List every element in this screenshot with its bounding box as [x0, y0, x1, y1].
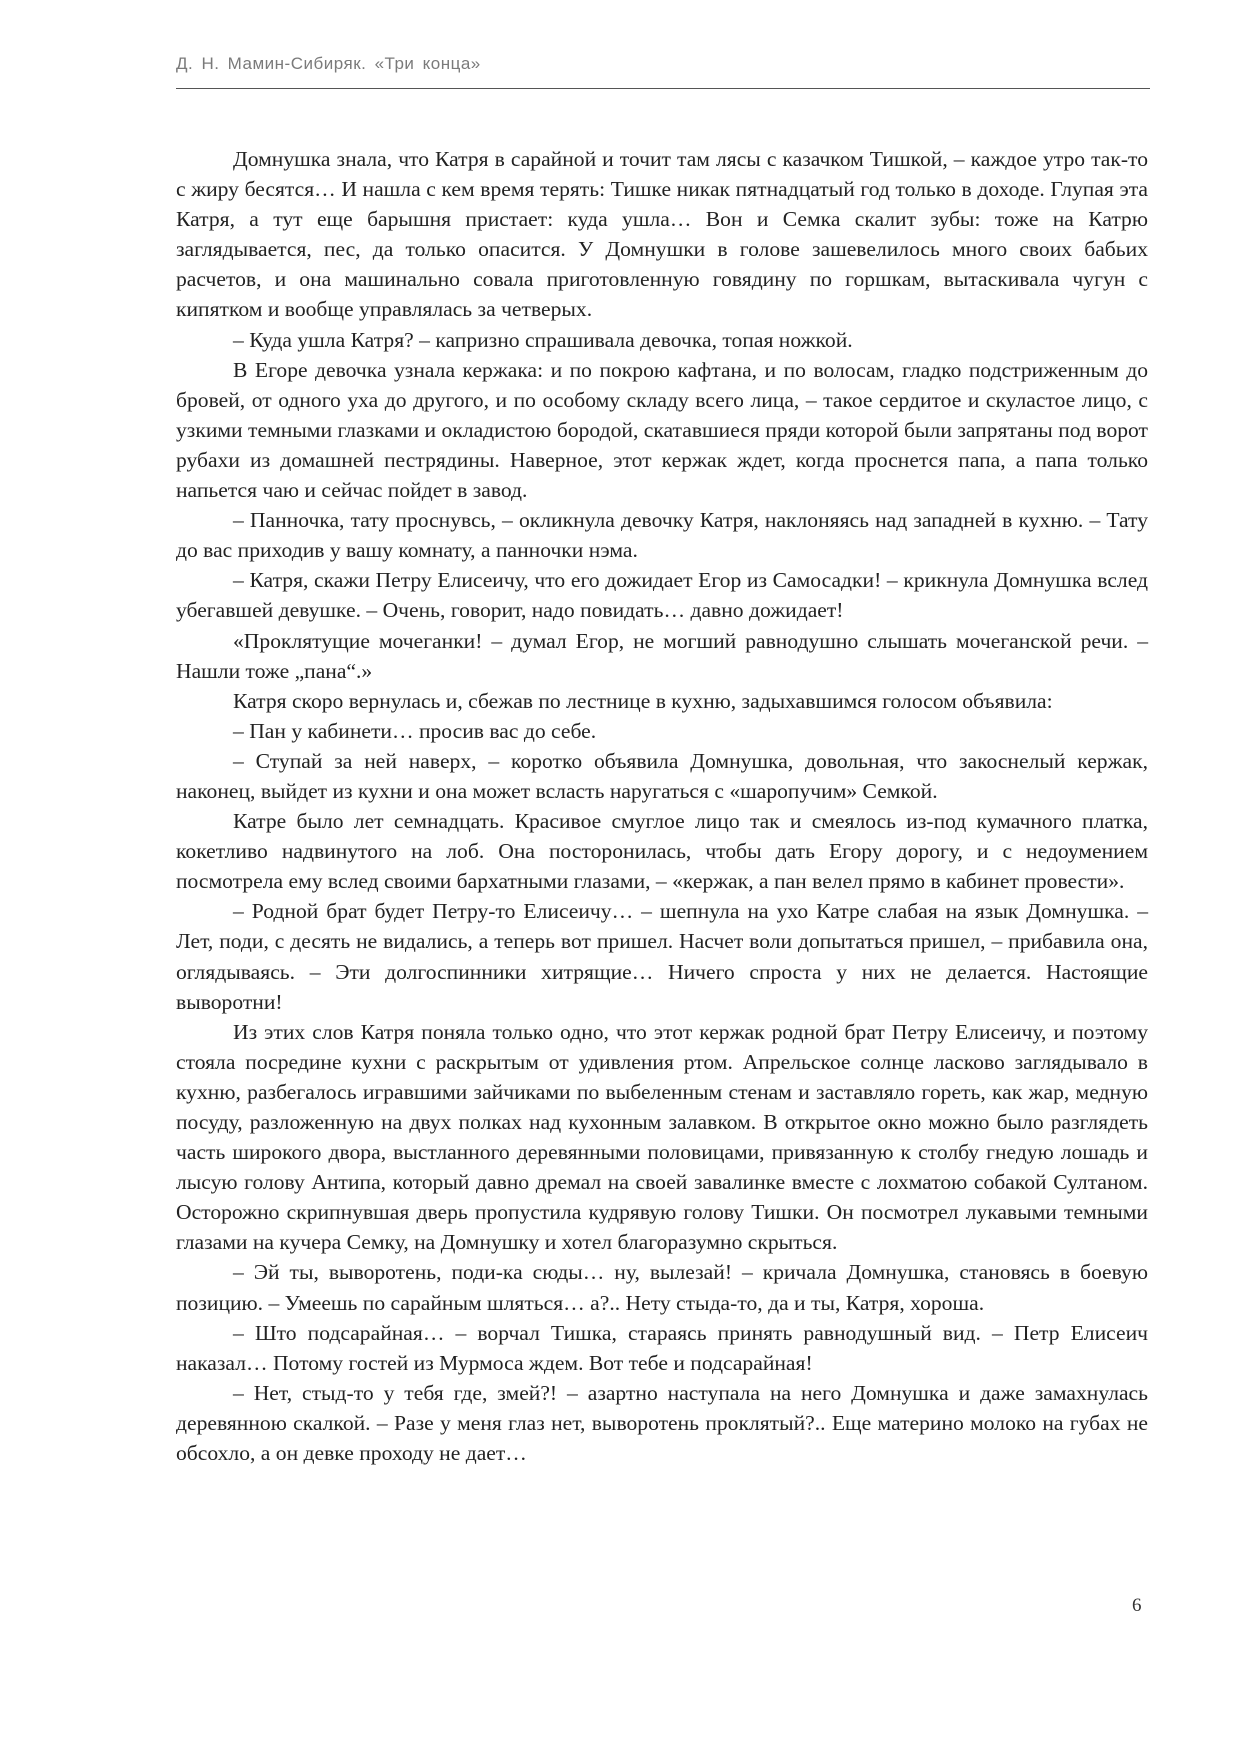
paragraph: – Катря, скажи Петру Елисеичу, что его дожидает Егор из Самосадки! – крикнула Домнушка вслед убегавшей девушке. – Очень, говорит, надо повидать… давно дожидает! [176, 568, 1148, 623]
paragraph: – Эй ты, выворотень, поди-ка сюды… ну, вылезай! – кричала Домнушка, становясь в боевую позицию. – Умеешь по сарайным шляться… а?.. Нету стыда-то, да и ты, Катря, хороша. [176, 1260, 1148, 1315]
page-number: 6 [1132, 1595, 1142, 1616]
paragraph: – Пан у кабинети… просив вас до себе. [233, 718, 597, 743]
paragraph: Катря скоро вернулась и, сбежав по лестнице в кухню, задыхавшимся голосом объявила: [233, 688, 1053, 713]
paragraph: – Нет, стыд-то у тебя где, змей?! – азартно наступала на него Домнушка и даже замахнулась деревянною скалкой. – Разе у меня глаз нет, выворотень проклятый?.. Еще материно молоко на губах не обсохло, а он девке проходу не дает… [176, 1380, 1148, 1466]
paragraph: Катре было лет семнадцать. Красивое смуглое лицо так и смеялось из-под кумачного платка, кокетливо надвинутого на лоб. Она посторонилась, чтобы дать Егору дорогу, и с недоумением посмотрела ему вслед своими бархатными глазами, – «кержак, а пан велел прямо в кабинет провести». [176, 809, 1148, 894]
paragraph: – Што подсарайная… – ворчал Тишка, стараясь принять равнодушный вид. – Петр Елисеич наказал… Потому гостей из Мурмоса ждем. Вот тебе и подсарайная! [176, 1320, 1148, 1375]
body-text [176, 144, 1148, 1468]
paragraph: «Проклятущие мочеганки! – думал Егор, не могший равнодушно слышать мочеганской речи. – Нашли тоже „пана“.» [176, 628, 1148, 683]
paragraph: – Куда ушла Катря? – капризно спрашивала девочка, топая ножкой. [233, 327, 853, 352]
header-divider [176, 88, 1150, 89]
paragraph: Из этих слов Катря поняла только одно, что этот кержак родной брат Петру Елисеичу, и поэтому стояла посредине кухни с раскрытым от удивления ртом. Апрельское солнце ласково заглядывало в кухню, разбегалось игравшими зайчиками по выбеленным стенам и заставляло гореть, как жар, медную посуду, разложенную на двух полках над кухонным залавком. В открытое окно можно было разглядеть часть широкого двора, выстланного деревянными половицами, привязанную к столбу гнедую лошадь и лысую голову Антипа, который давно дремал на своей завалинке вместе с лохматою собакой Султаном. Осторожно скрипнувшая дверь пропустила кудрявую голову Тишки. Он посмотрел лукавыми темными глазами на кучера Семку, на Домнушку и хотел благоразумно скрыться. [176, 1019, 1148, 1255]
paragraph: В Егоре девочка узнала кержака: и по покрою кафтана, и по волосам, гладко подстриженным до бровей, от одного уха до другого, и по особому складу всего лица, – такое сердитое и скуластое лицо, с узкими темными глазками и окладистою бородой, скатавшиеся пряди которой были запрятаны под ворот рубахи из домашней пестрядины. Наверное, этот кержак ждет, когда проснется папа, а папа только напьется чаю и сейчас пойдет в завод. [176, 357, 1148, 503]
paragraph: Домнушка знала, что Катря в сарайной и точит там лясы с казачком Тишкой, – каждое утро так-то с жиру бесятся… И нашла с кем время терять: Тишке никак пятнадцатый год только в доходе. Глупая эта Катря, а тут еще барышня пристает: куда ушла… Вон и Семка скалит зубы: тоже на Катрю заглядывается, пес, да только опасится. У Домнушки в голове зашевелилось много своих бабьих расчетов, и она машинально совала приготовленную говядину по горшкам, вытаскивала чугун с кипятком и вообще управлялась за четверых. [176, 147, 1148, 322]
running-header: Д. Н. Мамин-Сибиряк. «Три конца» [176, 54, 481, 73]
paragraph: – Родной брат будет Петру-то Елисеичу… – шепнула на ухо Катре слабая на язык Домнушка. – Лет, поди, с десять не видались, а теперь вот пришел. Насчет воли допытаться пришел, – прибавила она, оглядываясь. – Эти долгоспинники хитрящие… Ничего спроста у них не делается. Настоящие выворотни! [176, 899, 1148, 1014]
paragraph: – Панночка, тату проснувсь, – окликнула девочку Катря, наклоняясь над западней в кухню. – Тату до вас приходив у вашу комнату, а панночки нэма. [176, 508, 1148, 563]
paragraph: – Ступай за ней наверх, – коротко объявила Домнушка, довольная, что закоснелый кержак, наконец, выйдет из кухни и она может всласть наругаться с «шаропучим» Семкой. [176, 748, 1148, 803]
